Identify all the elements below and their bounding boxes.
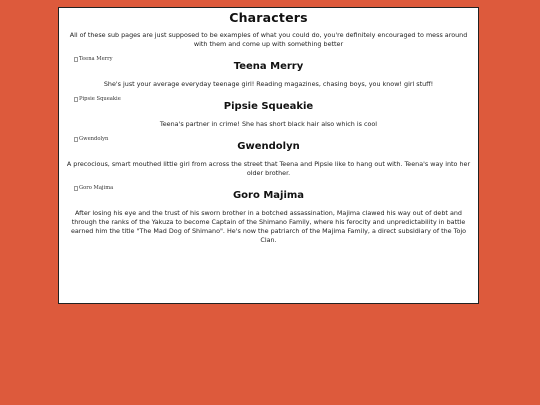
character-description: Teena's partner in crime! She has short black hair also which is cool [159, 120, 378, 128]
image-alt-text: Gwendolyn [79, 136, 109, 142]
broken-image-icon [74, 57, 78, 62]
intro-text: All of these sub pages are just supposed to be examples of what you could do, you're definitely encouraged to mess around with them and come up with something better [69, 31, 468, 48]
content-panel [58, 7, 479, 304]
image-alt-text: Pipsie Squeakie [79, 96, 121, 102]
image-alt-text: Teena Merry [79, 56, 113, 62]
broken-image-icon [74, 137, 78, 142]
image-alt-text: Goro Majima [79, 185, 114, 191]
character-pipsie-squeakie [65, 96, 472, 129]
page-title: Characters [229, 10, 308, 25]
character-name: Teena Merry [233, 61, 304, 72]
character-gwendolyn [65, 136, 472, 178]
character-description: She's just your average everyday teenage girl! Reading magazines, chasing boys, you know! girl stuff! [103, 80, 434, 88]
character-name: Pipsie Squeakie [223, 101, 314, 112]
character-image [74, 56, 113, 62]
character-description: A precocious, smart mouthed little girl from across the street that Teena and Pipsie like to hang out with. Teena's way into her older brother. [66, 160, 471, 177]
character-name: Gwendolyn [237, 141, 300, 152]
broken-image-icon [74, 97, 78, 102]
broken-image-icon [74, 186, 78, 191]
character-image [74, 96, 121, 102]
character-description: After losing his eye and the trust of his sworn brother in a botched assassination, Majima clawed his way out of debt and through the ranks of the Yakuza to become Captain of the Shimano Family, where his ferocity and unpredictability in battle earned him the title "The Mad Dog of Shimano". He's now the patriarch of the Majima Family, a direct subsidiary of the Tojo Clan. [70, 209, 467, 244]
character-teena-merry [65, 56, 472, 89]
character-image [74, 136, 108, 142]
character-image [74, 185, 113, 191]
character-name: Goro Majima [232, 190, 305, 201]
character-goro-majima [65, 185, 472, 245]
